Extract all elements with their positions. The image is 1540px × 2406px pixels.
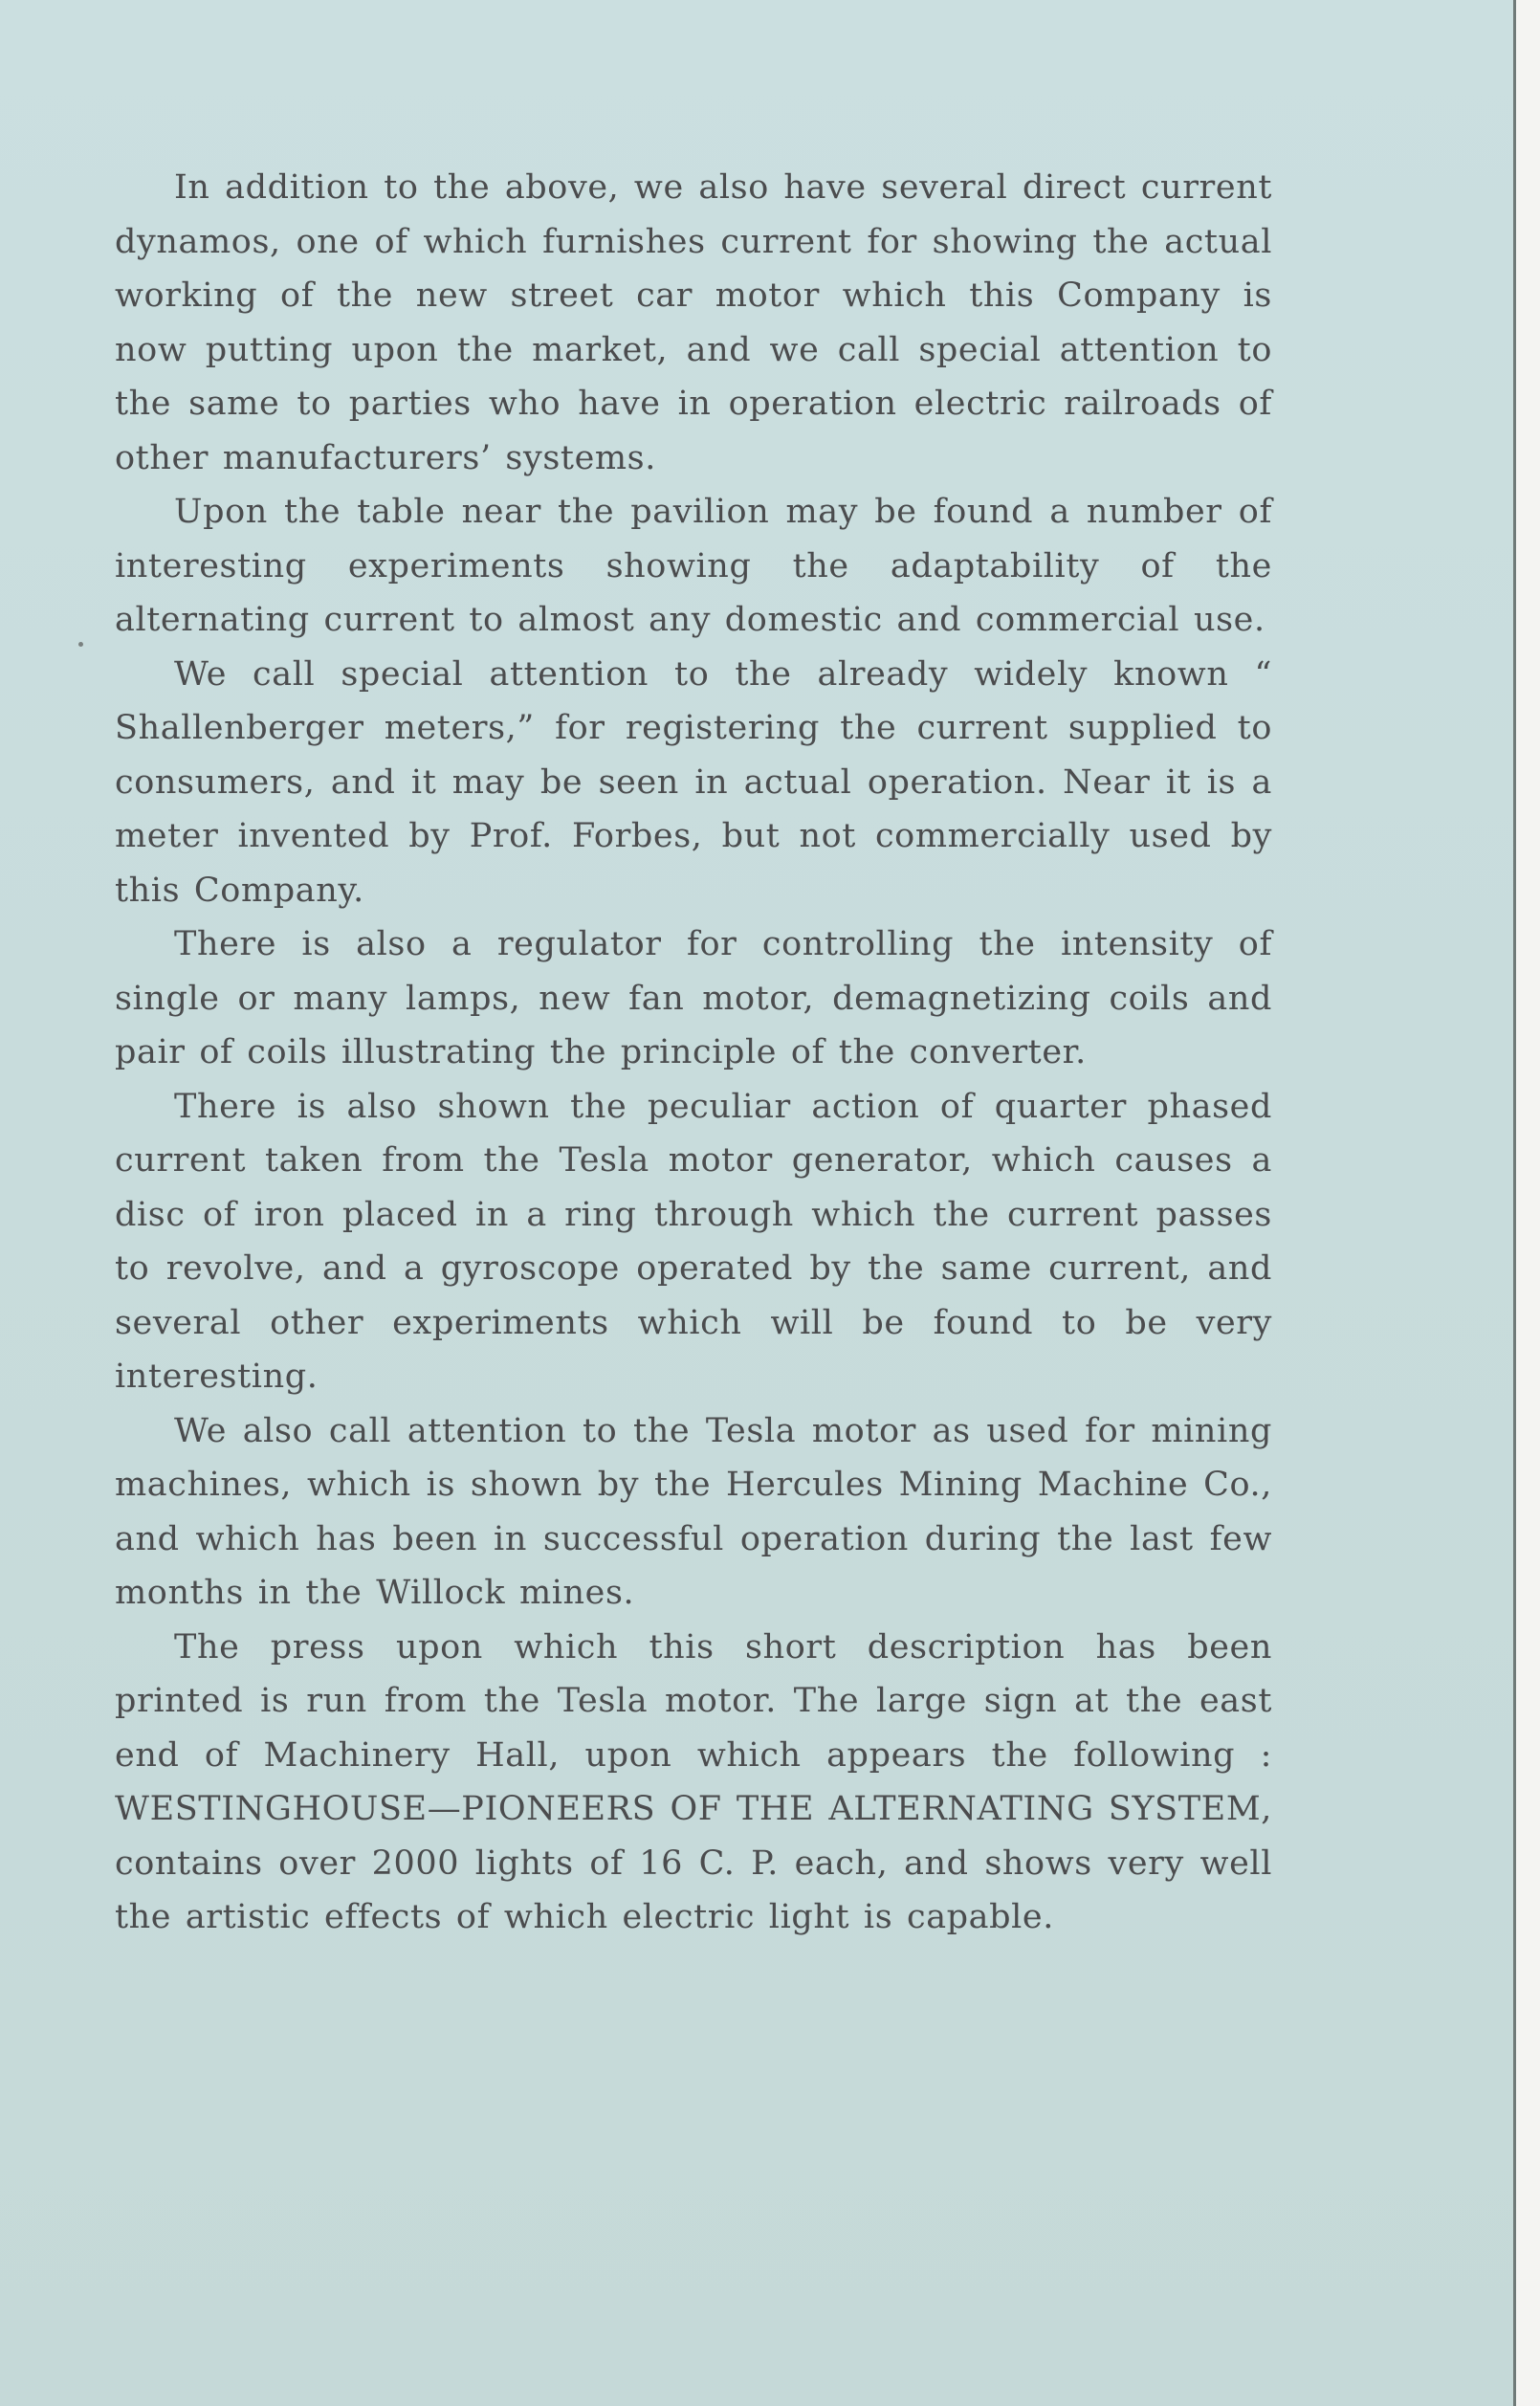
paragraph-mining-machines: We also call attention to the Tesla motor as used for mining machines, which is shown by the Hercules Mining Machine Co., and which has been in successful operation during the last few months in the Willock mines. [115, 1411, 1272, 1612]
paragraph-regulator: There is also a regulator for controlling the intensity of single or many lamps, new fan motor, demagnetizing coils and pair of coils illustrating the principle of the converter. [115, 925, 1272, 1071]
page-edge-margin [1516, 0, 1540, 2406]
paragraph-quarter-phased-current: There is also shown the peculiar action of quarter phased current taken from the Tesla motor generator, which causes a disc of iron placed in a ring through which the current passes to revolve, and a gyroscope operated by the same current, and several other experiments which will be found to be very interesting. [115, 1087, 1272, 1396]
paragraph-direct-current-dynamos: In addition to the above, we also have several direct current dynamos, one of which furnishes current for showing the actual working of the new street car motor which this Company is now putting upon the market, and we call special attention to the same to parties who have in operation electric railroads of other manufacturers’ systems. [115, 168, 1272, 477]
paragraph-table-experiments: Upon the table near the pavilion may be found a number of interesting experiments showing the adaptability of the alternating current to almost any domestic and commercial use. [115, 493, 1272, 639]
paragraph-press-and-sign: The press upon which this short description has been printed is run from the Tesla motor. The large sign at the east end of Machinery Hall, upon which appears the following : WESTINGHOUSE—PIONEERS OF THE ALTERNATING SYSTEM, contains over 2000 lights of 16 C. P. each, and shows very well the artistic effects of which electric light is capable. [115, 1627, 1272, 1936]
ink-speck [78, 642, 83, 647]
paragraph-shallenberger-meters: We call special attention to the already widely known “ Shallenberger meters,” for registering the current supplied to consumers, and it may be seen in actual operation. Near it is a meter invented by Prof. Forbes, but not commercially used by this Company. [115, 654, 1272, 910]
body-text [115, 161, 1272, 1945]
